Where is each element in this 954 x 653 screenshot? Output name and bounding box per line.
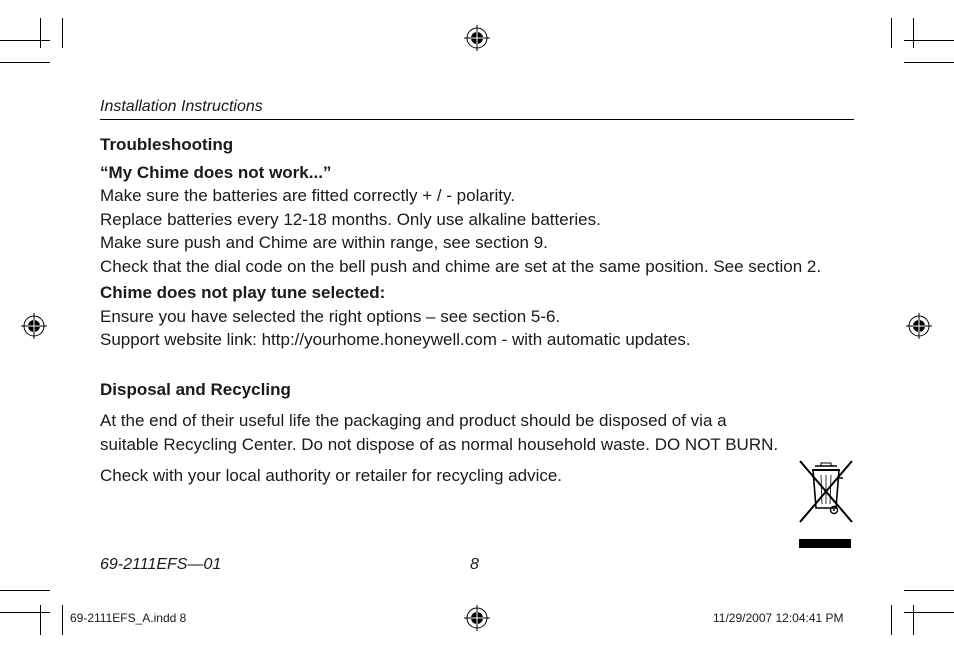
page-number: 8 [470, 556, 479, 573]
q1-line: Replace batteries every 12-18 months. Only use alkaline batteries. [100, 209, 601, 229]
crossed-out-wheelie-bin-icon [797, 458, 855, 526]
q2-title: Chime does not play tune selected: [100, 283, 386, 302]
q1-line: Check that the dial code on the bell push and chime are set at the same position. See section 2. [100, 256, 822, 276]
disposal-paragraph: At the end of their useful life the packaging and product should be disposed of via a suitable Recycling Center. Do not dispose of as normal household waste. DO NOT BURN. [100, 411, 779, 454]
header-rule [100, 119, 854, 120]
q1-title: “My Chime does not work...” [100, 162, 332, 182]
q1-line: Make sure push and Chime are within range, see section 9. [100, 233, 548, 252]
registration-mark-icon [463, 24, 491, 52]
main-content [100, 133, 860, 488]
registration-mark-icon [905, 312, 933, 340]
q2-line: Ensure you have selected the right options – see section 5-6. [100, 306, 561, 326]
q1-line: Make sure the batteries are fitted correctly + / - polarity. [100, 186, 515, 205]
troubleshooting-heading: Troubleshooting [100, 135, 234, 154]
q2-line: Support website link: http://yourhome.honeywell.com - with automatic updates. [100, 330, 691, 349]
slug-timestamp: 11/29/2007 12:04:41 PM [713, 611, 844, 625]
registration-mark-icon [20, 312, 48, 340]
document-number: 69-2111EFS—01 [100, 556, 222, 573]
slug-file-name: 69-2111EFS_A.indd 8 [70, 611, 187, 625]
disposal-heading: Disposal and Recycling [100, 379, 291, 399]
registration-mark-icon [463, 604, 491, 632]
page-header-title: Installation Instructions [100, 98, 263, 115]
recycling-advice-paragraph: Check with your local authority or retailer for recycling advice. [100, 466, 563, 485]
bin-marker-bar [799, 539, 851, 548]
